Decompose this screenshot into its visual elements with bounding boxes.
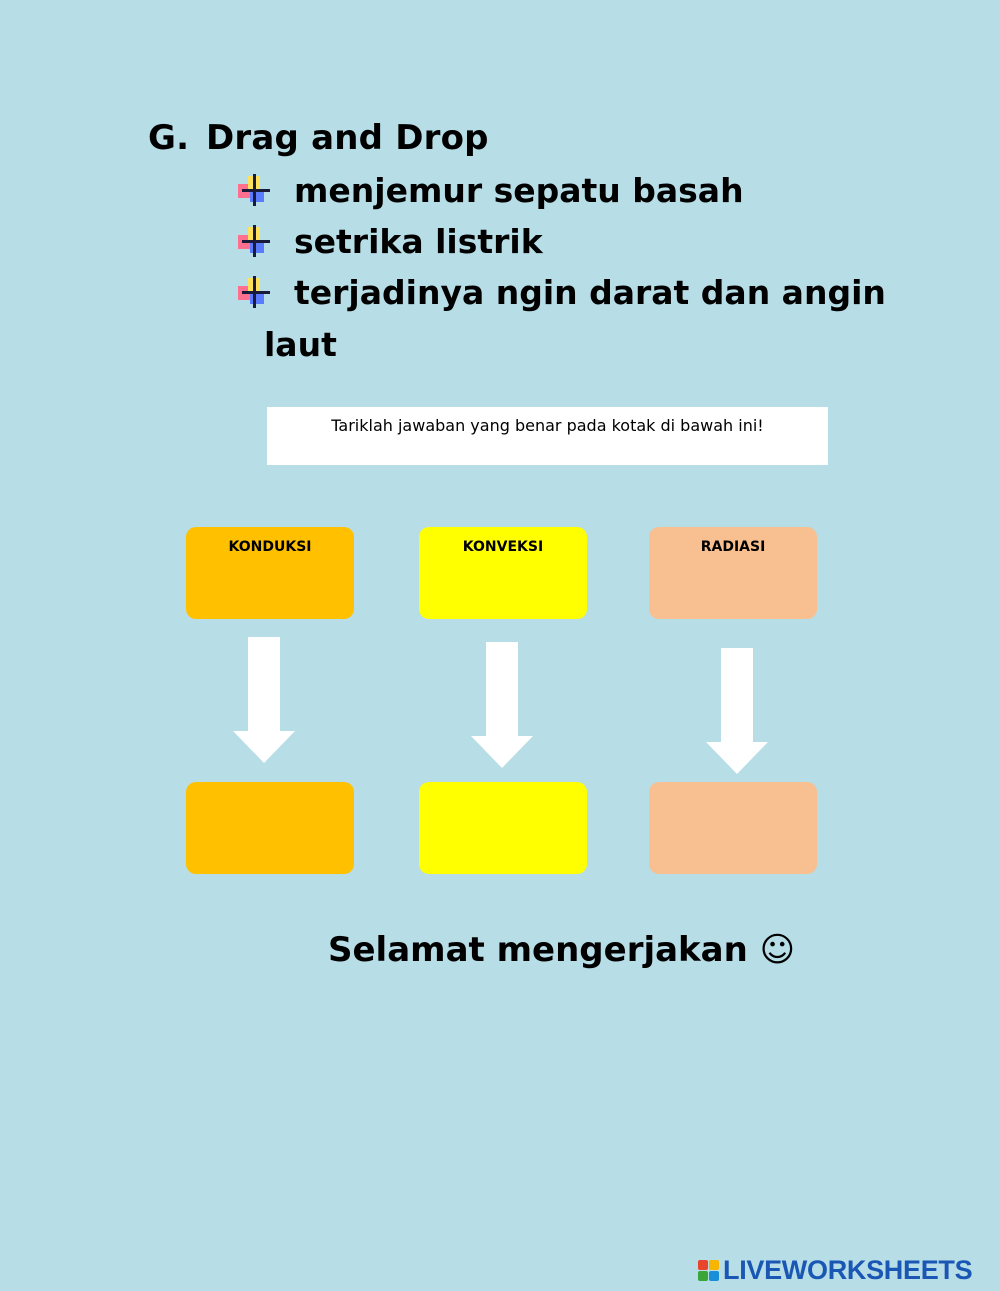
drop-zone-konveksi[interactable] [419, 782, 587, 874]
example-text: menjemur sepatu basah [294, 171, 744, 210]
drop-zone-radiasi[interactable] [649, 782, 817, 874]
closing-message: Selamat mengerjakan ☺ [328, 930, 796, 970]
logo-mark-icon [698, 1260, 719, 1281]
example-text: setrika listrik [294, 222, 543, 261]
bullet-icon [236, 174, 272, 206]
category-label: RADIASI [700, 539, 766, 555]
example-text-continuation: laut [264, 325, 337, 364]
logo-text: LIVEWORKSHEETS [723, 1254, 973, 1285]
instruction-text: Tariklah jawaban yang benar pada kotak di bawah ini! [331, 416, 764, 435]
category-label: KONDUKSI [228, 539, 312, 555]
section-letter: G. [148, 118, 190, 158]
section-title: Drag and Drop [206, 118, 489, 158]
logo-mark-letter [709, 1260, 719, 1270]
down-arrow-icon [706, 648, 768, 774]
category-konveksi [419, 527, 587, 619]
category-konduksi [186, 527, 354, 619]
example-text: terjadinya ngin darat dan angin [294, 273, 886, 312]
logo-mark-letter [698, 1260, 708, 1270]
logo-mark-letter [709, 1271, 719, 1281]
category-radiasi [649, 527, 817, 619]
logo-mark-letter [698, 1271, 708, 1281]
category-label: KONVEKSI [462, 539, 544, 555]
bullet-icon [236, 225, 272, 257]
section-heading [148, 118, 489, 158]
drop-zone-konduksi[interactable] [186, 782, 354, 874]
liveworksheets-logo[interactable] [698, 1256, 972, 1284]
down-arrow-icon [471, 642, 533, 768]
instruction-box [267, 407, 828, 465]
down-arrow-icon [233, 637, 295, 763]
bullet-icon [236, 276, 272, 308]
